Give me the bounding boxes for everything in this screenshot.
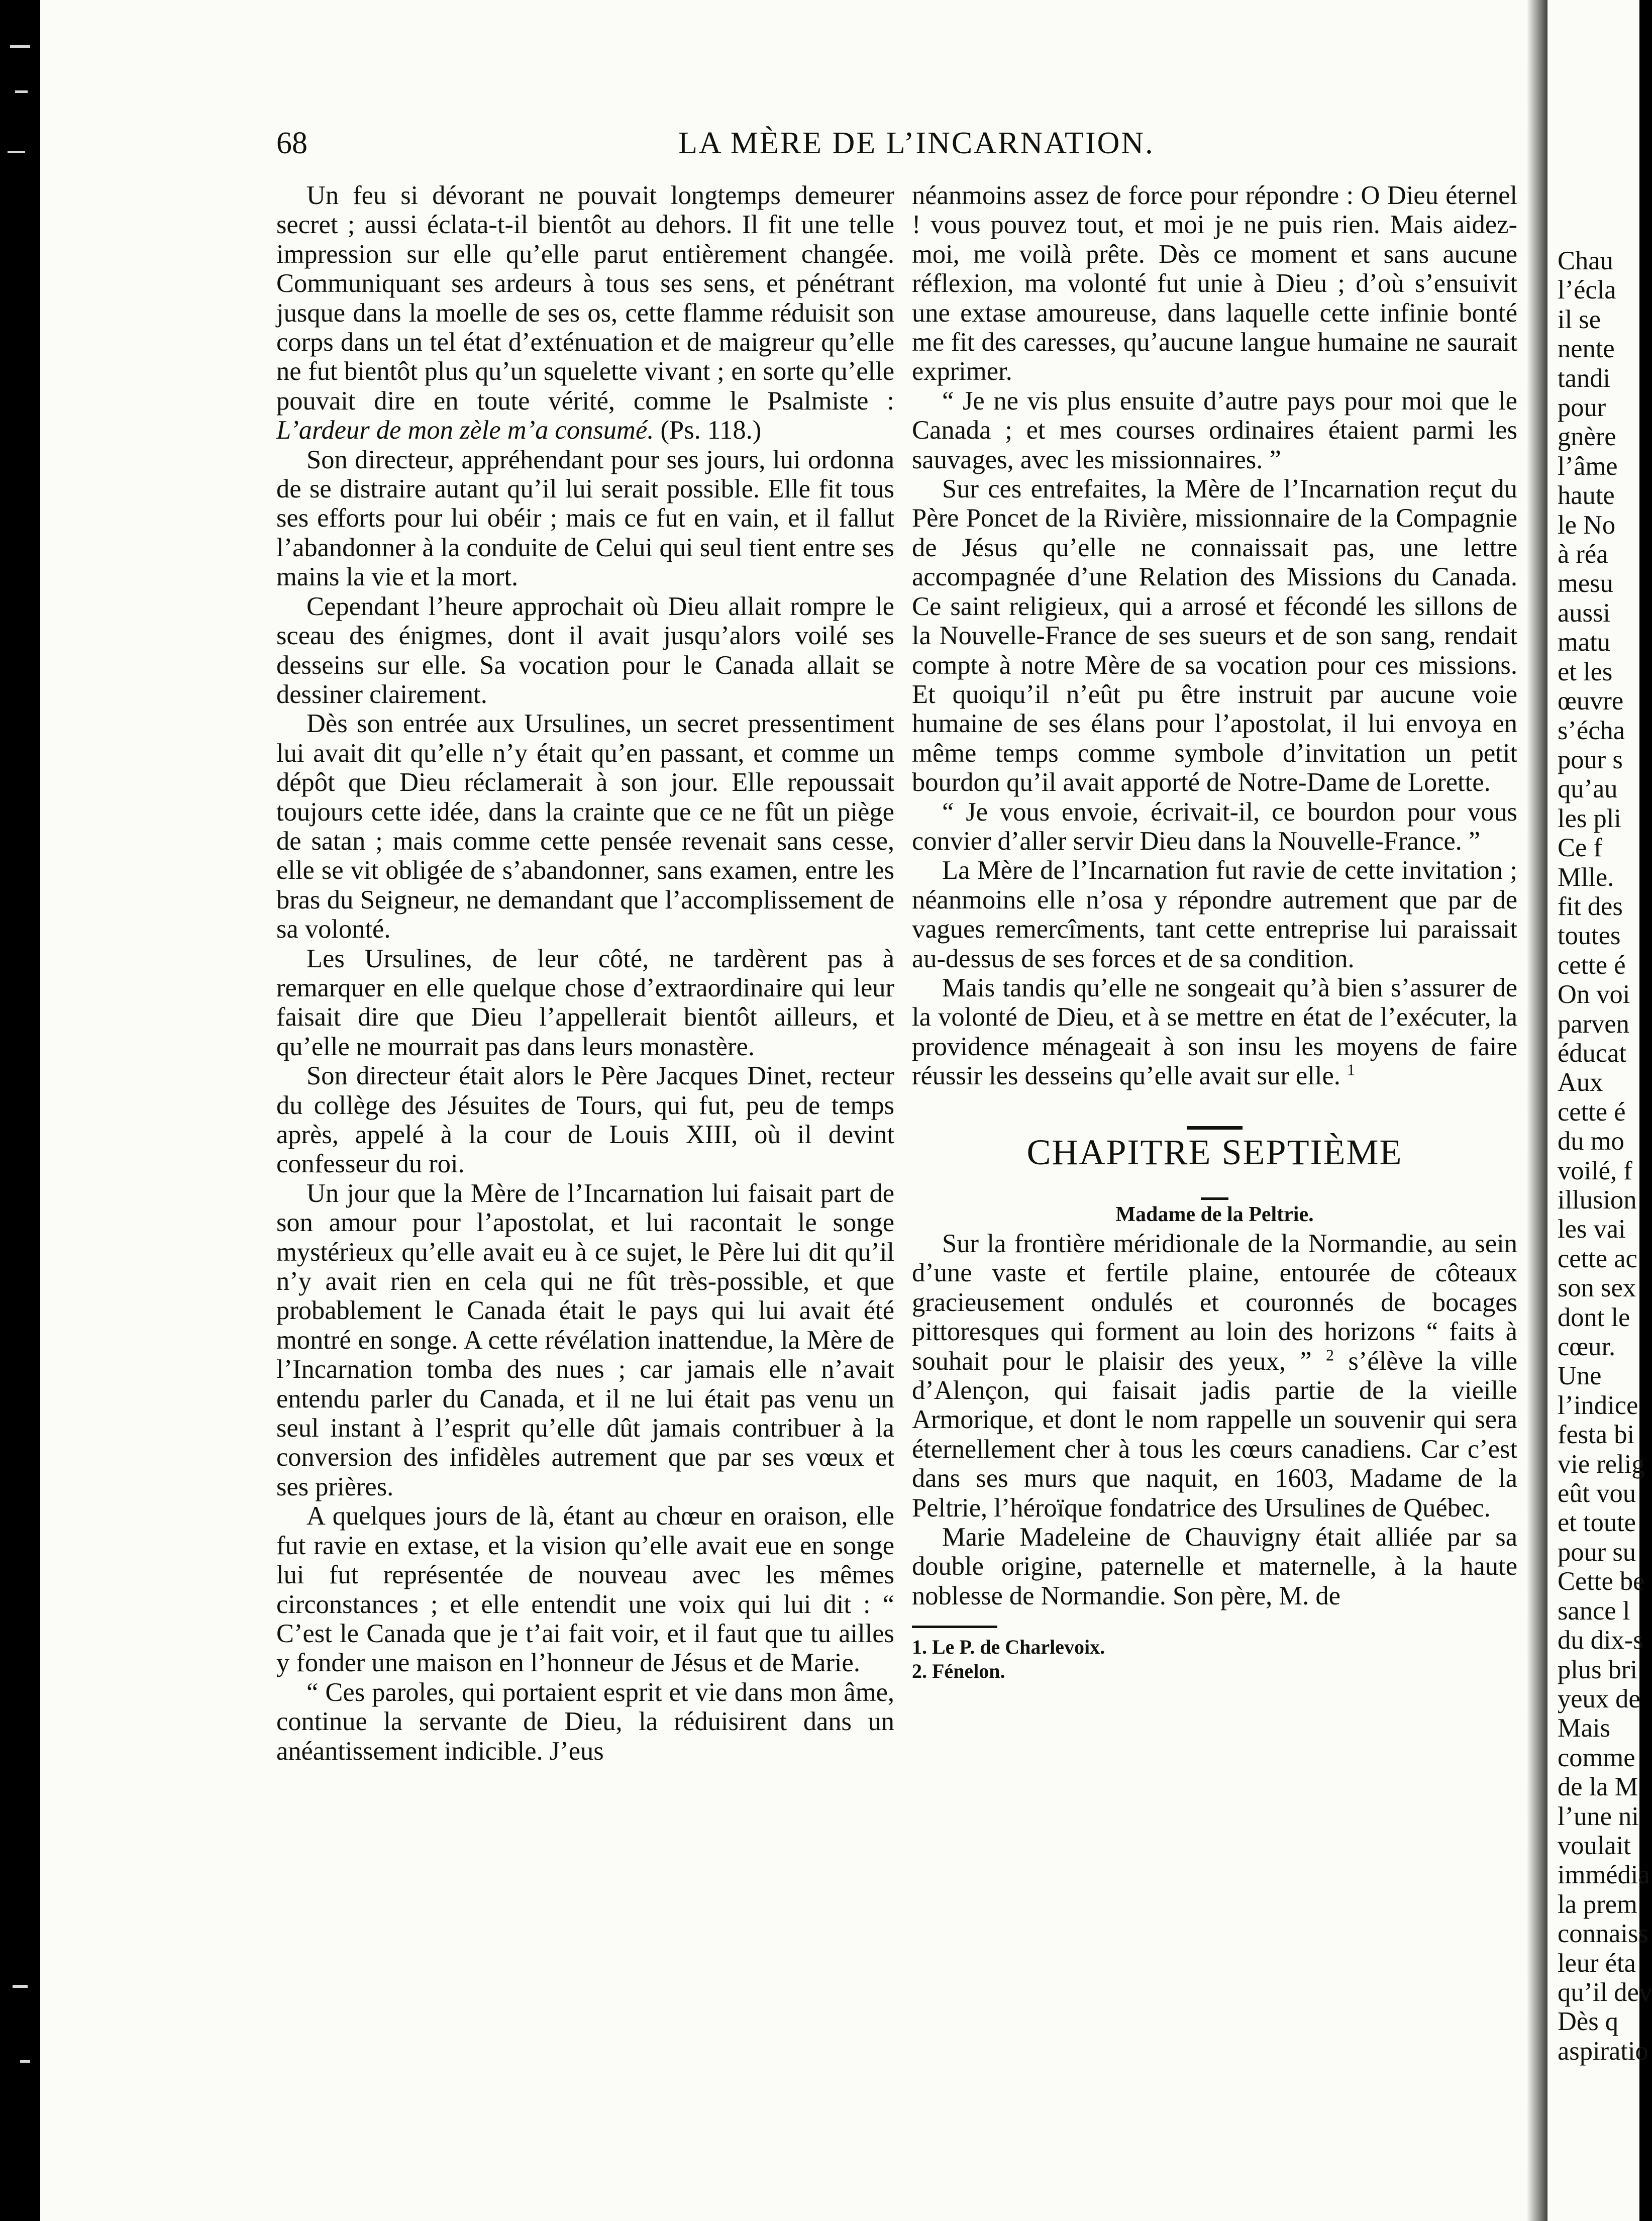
- paragraph: “ Je ne vis plus ensuite d’autre pays pour moi que le Canada ; et mes courses ordinaires étaient parmi les sauvages, avec les missionnaires. ”: [912, 386, 1517, 474]
- facing-page-line: cette é: [1558, 950, 1626, 980]
- facing-page-line: illusion: [1558, 1185, 1637, 1215]
- facing-page-line: pour: [1558, 393, 1606, 423]
- facing-page-line: pour s: [1558, 745, 1623, 774]
- left-column: [276, 181, 894, 1766]
- paragraph: Un jour que la Mère de l’Incarnation lui faisait part de son amour pour l’apostolat, et lui racontait le songe mystérieux qu’elle avait eu à ce sujet, le Père lui dit qu’il n’y avait rien en cela qui ne fût très-possible, et que probablement le Canada était le pays qui lui avait été montré en songe. A cette révélation inattendue, la Mère de l’Incarnation tomba des nues ; car jamais elle n’avait entendu parler du Canada, et il ne lui était pas venu un seul instant à l’esprit qu’elle dût jamais contribuer à la conversion des infidèles autrement que par ses vœux et ses prières.: [276, 1178, 894, 1501]
- paragraph: Son directeur était alors le Père Jacques Dinet, recteur du collège des Jésuites de Tours, qui fut, peu de temps après, appelé à la cour de Louis XIII, où il devint confesseur du roi.: [276, 1061, 894, 1179]
- psalm-quote: L’ardeur de mon zèle m’a consumé.: [276, 416, 654, 445]
- paragraph: Sur ces entrefaites, la Mère de l’Incarnation reçut du Père Poncet de la Rivière, missionnaire de la Compagnie de Jésus qu’elle ne connaissait pas, une lettre accompagnée d’une Relation des Missions du Canada. Ce saint religieux, qui a arrosé et fécondé les sillons de la Nouvelle-France de ses sueurs et de son sang, rendait compte à notre Mère de sa vocation pour ces missions. Et quoiqu’il n’eût pu être instruit par aucune voie humaine de ses élans pour l’apostolat, il lui envoya en même temps comme symbole d’invitation un petit bourdon qu’il avait apporté de Notre-Dame de Lorette.: [912, 474, 1517, 797]
- facing-page-line: dont le: [1558, 1302, 1630, 1332]
- paragraph: Un feu si dévorant ne pouvait longtemps demeurer secret ; aussi éclata-t-il bientôt au dehors. Il fit une telle impression sur elle qu’elle parut entièrement changée. Communiquant ses ardeurs à tous ses sens, et pénétrant jusque dans la moelle de ses os, cette flamme réduisit son corps dans un tel état d’exténuation et de maigreur qu’elle ne fut bientôt plus qu’un squelette vivant ; en sorte qu’elle pouvait dire en toute vérité, comme le Psalmiste : L’ardeur de mon zèle m’a consumé. (Ps. 118.): [276, 181, 894, 445]
- facing-page-line: et les: [1558, 657, 1613, 686]
- facing-page-line: Aux: [1558, 1068, 1603, 1097]
- facing-page-line: parven: [1558, 1009, 1629, 1039]
- facing-page-line: gnère: [1558, 422, 1616, 452]
- facing-page-line: leur éta: [1558, 1948, 1636, 1978]
- scan-left-edge: [0, 0, 40, 2221]
- facing-page-line: sance l: [1558, 1596, 1630, 1626]
- facing-page-line: comme: [1558, 1743, 1635, 1772]
- footnote-reference: 1: [1347, 1060, 1355, 1079]
- facing-page-line: eût vou: [1558, 1479, 1636, 1508]
- facing-page-line: vie relig: [1558, 1449, 1645, 1479]
- paragraph: Dès son entrée aux Ursulines, un secret pressentiment lui avait dit qu’elle n’y était qu’en passant, et comme un dépôt que Dieu réclamerait à son jour. Elle repoussait toujours cette idée, dans la crainte que ce ne fût un piège de satan ; mais comme cette pensée revenait sans cesse, elle se vit obligée de s’abandonner, sans examen, entre les bras du Seigneur, ne demandant que l’accomplissement de sa volonté.: [276, 709, 894, 944]
- facing-page-line: Chau: [1558, 246, 1613, 275]
- facing-page-line: qu’au: [1558, 774, 1618, 804]
- section-title: Madame de la Peltrie.: [1115, 1202, 1314, 1226]
- facing-page-line: mesu: [1558, 569, 1613, 598]
- facing-page-line: il se: [1558, 305, 1601, 334]
- page-number: 68: [276, 126, 307, 160]
- facing-page-line: aussi: [1558, 598, 1610, 628]
- facing-page-line: l’âme: [1558, 451, 1618, 481]
- paragraph: “ Ces paroles, qui portaient esprit et vie dans mon âme, continue la servante de Dieu, la réduisirent dans un anéantissement indicible. J’eus: [276, 1677, 894, 1766]
- facing-page-line: matu: [1558, 628, 1610, 657]
- facing-page-line: son sex: [1558, 1273, 1636, 1303]
- footnote-rule: [912, 1626, 997, 1628]
- facing-page-line: et toute: [1558, 1508, 1636, 1538]
- paragraph: Marie Madeleine de Chauvigny était alliée par sa double origine, paternelle et maternelle, à la haute noblesse de Normandie. Son père, M. de: [912, 1523, 1517, 1610]
- facing-page-text: [1558, 246, 1652, 2066]
- facing-page-line: haute: [1558, 481, 1615, 511]
- facing-page-line: les vai: [1558, 1215, 1626, 1244]
- facing-page-line: du mo: [1558, 1127, 1624, 1156]
- footnote-reference: 2: [1326, 1346, 1334, 1364]
- facing-page-line: l’indice: [1558, 1390, 1638, 1420]
- facing-page-line: éducat: [1558, 1038, 1626, 1068]
- facing-page-line: nente: [1558, 334, 1615, 364]
- facing-page-line: plus bri: [1558, 1655, 1637, 1684]
- paragraph: Cependant l’heure approchait où Dieu allait rompre le sceau des énigmes, dont il avait jusqu’alors voilé ses desseins sur elle. Sa vocation pour le Canada allait se dessiner clairement.: [276, 591, 894, 709]
- facing-page-line: festa bi: [1558, 1420, 1635, 1450]
- facing-page-line: le No: [1558, 510, 1616, 540]
- facing-page-line: Cette be: [1558, 1567, 1645, 1596]
- facing-page-line: voulait: [1558, 1831, 1631, 1860]
- facing-page-line: yeux de: [1558, 1684, 1640, 1713]
- footnote: 1. Le P. de Charlevoix.: [912, 1636, 1105, 1659]
- running-title: LA MÈRE DE L’INCARNATION.: [678, 126, 1155, 160]
- psalm-reference: (Ps. 118.): [660, 416, 762, 445]
- facing-page-line: toutes: [1558, 921, 1621, 951]
- facing-page-line: de la M: [1558, 1772, 1638, 1802]
- paragraph: Son directeur, appréhendant pour ses jours, lui ordonna de se distraire autant qu’il lui serait possible. Elle fit tous ses efforts pour lui obéir ; mais ce fut en vain, et il fallut l’abandonner à la conduite de Celui qui seul tient entre ses mains la vie et la mort.: [276, 445, 894, 592]
- facing-page-line: fit des: [1558, 891, 1623, 921]
- facing-page-line: la prem: [1558, 1889, 1637, 1919]
- facing-page-line: voilé, f: [1558, 1156, 1632, 1185]
- running-head: [276, 126, 1517, 171]
- paragraph-continuation: néanmoins assez de force pour répondre : O Dieu éternel ! vous pouvez tout, et moi je ne puis rien. Mais aidez-moi, me voilà prête. Dès ce moment et sans aucune réflexion, ma volonté fut unie à Dieu ; d’où s’ensuivit une extase amoureuse, dans laquelle cette infinie bonté me fit des caresses, qu’aucune langue humaine ne saurait exprimer.: [912, 181, 1517, 386]
- chapter-title: CHAPITRE SEPTIÈME: [1026, 1132, 1403, 1172]
- paragraph: A quelques jours de là, étant au chœur en oraison, elle fut ravie en extase, et la vision qu’elle avait eue en songe lui fut représentée de nouveau avec les mêmes circonstances ; et elle entendit une voix qui lui dit : “ C’est le Canada que je t’ai fait voir, et il faut que tu ailles y fonder une maison en l’honneur de Jésus et de Marie.: [276, 1501, 894, 1678]
- facing-page-line: On voi: [1558, 980, 1630, 1009]
- facing-page-line: Une: [1558, 1361, 1602, 1391]
- facing-page-line: à réa: [1558, 540, 1608, 569]
- facing-page-line: Dès q: [1558, 2007, 1619, 2037]
- facing-page-line: du dix-s: [1558, 1626, 1643, 1655]
- facing-page-line: qu’il dev: [1558, 1977, 1652, 2007]
- facing-page-line: œuvre: [1558, 686, 1624, 716]
- paragraph: Sur la frontière méridionale de la Normandie, au sein d’une vaste et fertile plaine, entourée de côteaux gracieusement ondulés et couronnés de bocages pittoresques qui forment au loin des horizons “ faits à souhait pour le plaisir des yeux, ” $^2$ s’élève la ville d’Alençon, qui faisait jadis partie de la vieille Armorique, et dont le nom rappelle un souvenir qui sera éternellement cher à tous les cœurs canadiens. Car c’est dans ses murs que naquit, en 1603, Madame de la Peltrie, l’héroïque fondatrice des Ursulines de Québec.: [912, 1229, 1518, 1523]
- facing-page-line: immédia: [1558, 1860, 1650, 1890]
- facing-page-line: cette é: [1558, 1097, 1626, 1127]
- right-column: [912, 181, 1517, 1683]
- facing-page-line: Mais: [1558, 1713, 1610, 1743]
- facing-page-line: aspiratio: [1558, 2036, 1648, 2066]
- paragraph: “ Je vous envoie, écrivait-il, ce bourdon pour vous convier d’aller servir Dieu dans la Nouvelle-France. ”: [912, 797, 1517, 856]
- facing-page-line: Mlle.: [1558, 862, 1614, 892]
- section-divider: [1187, 1126, 1243, 1130]
- facing-page-line: tandi: [1558, 363, 1610, 393]
- facing-page-line: connaiss: [1558, 1919, 1648, 1949]
- facing-page-line: l’une ni: [1558, 1801, 1639, 1831]
- facing-page-line: cette ac: [1558, 1244, 1637, 1273]
- paragraph: Les Ursulines, de leur côté, ne tardèrent pas à remarquer en elle quelque chose d’extraordinaire qui leur faisait dire que Dieu l’appellerait bientôt ailleurs, et qu’elle ne mourrait pas dans leurs monastère.: [276, 944, 894, 1061]
- facing-page-line: cœur.: [1558, 1332, 1616, 1362]
- paragraph: Mais tandis qu’elle ne songeait qu’à bien s’assurer de la volonté de Dieu, et à se mettre en état de l’exécuter, la providence ménageait à son insu les moyens de faire réussir les desseins qu’elle avait sur elle. $^1$: [912, 973, 1517, 1091]
- footnote: 2. Fénelon.: [912, 1660, 1005, 1683]
- facing-page-line: l’écla: [1558, 275, 1616, 305]
- facing-page-line: pour su: [1558, 1537, 1636, 1567]
- facing-page-line: s’écha: [1558, 716, 1625, 745]
- facing-page-line: les pli: [1558, 803, 1621, 833]
- facing-page-line: Ce f: [1558, 833, 1602, 863]
- paragraph: La Mère de l’Incarnation fut ravie de cette invitation ; néanmoins elle n’osa y répondre autrement que par de vagues remercîments, tant cette entreprise lui paraissait au-dessus de ses forces et de sa condition.: [912, 856, 1517, 973]
